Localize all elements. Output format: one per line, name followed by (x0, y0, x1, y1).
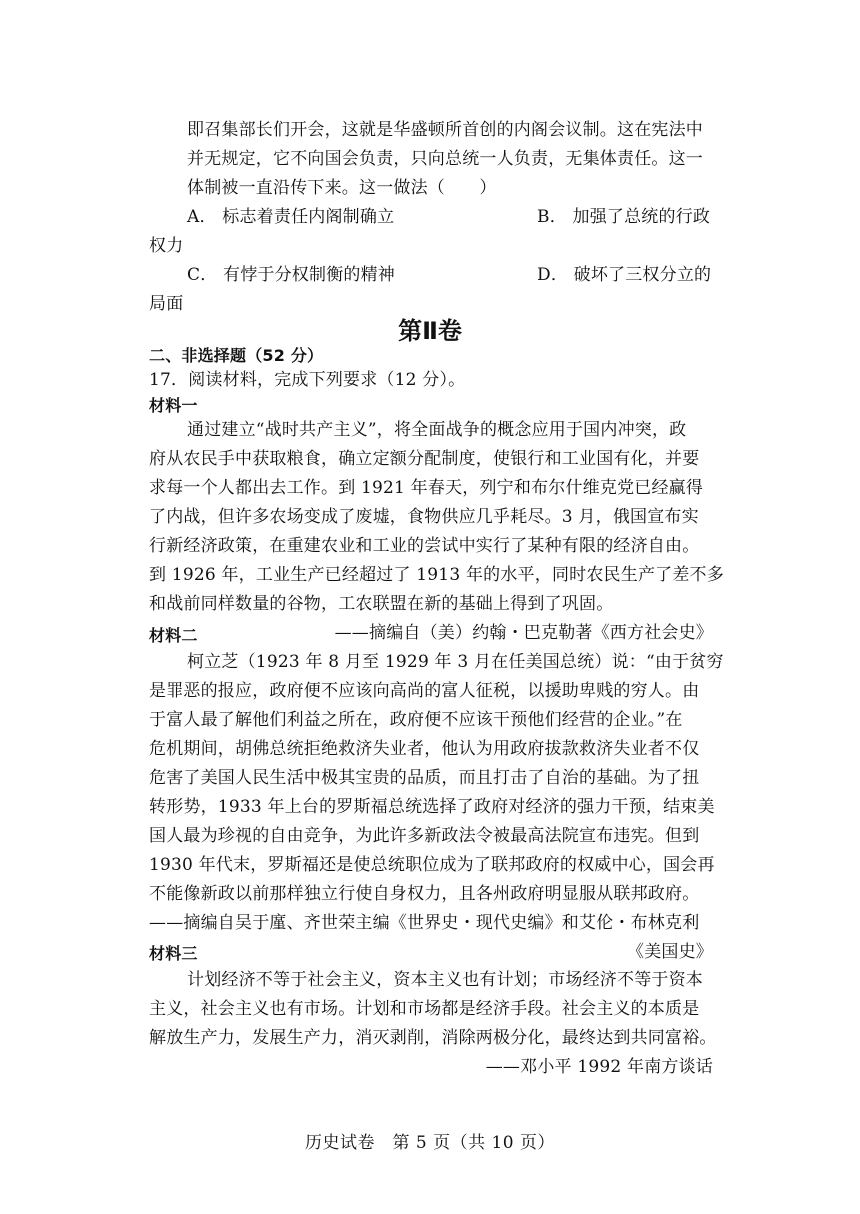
m1-line-3: 求每一个人都出去工作。到 1921 年春天，列宁和布尔什维克党已经赢得 (149, 478, 704, 498)
m1-line-6: 到 1926 年，工业生产已经超过了 1913 年的水平，同时农民生产了差不多 (149, 565, 724, 585)
option-b[interactable]: B． 加强了总统的行政 (537, 207, 711, 227)
question-17-intro: 17．阅读材料，完成下列要求（12 分）。 (149, 370, 466, 390)
m2-line-5: 危害了美国人民生活中极其宝贵的品质，而且打击了自治的基础。为了扭 (149, 768, 700, 788)
m2-line-9: 不能像新政以前那样独立行使自身权力，且各州政府明显服从联邦政府。 (149, 884, 700, 904)
page-footer: 历史试卷 第 5 页（共 10 页） (304, 1133, 556, 1153)
material-1-body (149, 416, 724, 648)
material-2-source-1: ——摘编自吴于廑、齐世荣主编《世界史・现代史编》和艾伦・布林克利 (149, 913, 700, 933)
option-d[interactable]: D． 破坏了三权分立的 (537, 265, 712, 285)
section-subtitle: 二、非选择题（52 分） (149, 346, 324, 365)
option-d-continuation: 局面 (149, 294, 184, 314)
material-2-body (149, 648, 724, 967)
material-2-heading (149, 624, 713, 648)
m1-line-5: 行新经济政策，在重建农业和工业的尝试中实行了某种有限的经济自由。 (149, 536, 700, 556)
option-row-cd (149, 261, 713, 290)
option-row-ab (149, 203, 713, 232)
m2-line-6: 转形势，1933 年上台的罗斯福总统选择了政府对经济的强力干预，结束美 (149, 797, 715, 817)
section-header (149, 343, 713, 418)
q16-line-3: 体制被一直沿传下来。这一做法（ ） (187, 178, 497, 198)
m2-line-8: 1930 年代末，罗斯福还是使总统职位成为了联邦政府的权威中心，国会再 (149, 855, 715, 875)
m1-line-7: 和战前同样数量的谷物，工农联盟在新的基础上得到了巩固。 (149, 594, 614, 614)
material-3-label: 材料三 (149, 944, 198, 963)
m2-line-3: 于富人最了解他们利益之所在，政府便不应该干预他们经营的企业。”在 (149, 710, 683, 730)
section-title: 第Ⅱ卷 (398, 317, 462, 345)
m3-line-3: 解放生产力，发展生产力，消灭剥削，消除两极分化，最终达到共同富裕。 (149, 1028, 717, 1048)
material-1-source: ——摘编自（美）约翰・巴克勒著《西方社会史》 (334, 623, 713, 643)
option-c[interactable]: C． 有悖于分权制衡的精神 (187, 265, 396, 285)
m2-line-1: 柯立芝（1923 年 8 月至 1929 年 3 月在任美国总统）说：“由于贫穷 (187, 652, 724, 672)
m2-line-4: 危机期间，胡佛总统拒绝救济失业者，他认为用政府拔款救济失业者不仅 (149, 739, 700, 759)
m1-line-1: 通过建立“战时共产主义”，将全面战争的概念应用于国内冲突，政 (187, 420, 687, 440)
m3-line-1: 计划经济不等于社会主义，资本主义也有计划；市场经济不等于资本 (187, 970, 703, 990)
option-a[interactable]: A． 标志着责任内阁制确立 (187, 207, 395, 227)
m1-line-4: 了内战，但许多农场变成了废墟，食物供应几乎耗尽。3 月，俄国宣布实 (149, 507, 699, 527)
material-3-heading (149, 942, 713, 966)
material-2-label: 材料二 (149, 626, 198, 645)
m3-line-2: 主义，社会主义也有市场。计划和市场都是经济手段。社会主义的本质是 (149, 999, 700, 1019)
material-2-source-2: 《美国史》 (627, 942, 713, 962)
question-16-stem (149, 116, 713, 203)
material-3-source: ——邓小平 1992 年南方谈话 (485, 1057, 713, 1077)
q16-line-2: 并无规定，它不向国会负责，只向总统一人负责，无集体责任。这一 (187, 149, 703, 169)
option-b-continuation: 权力 (149, 236, 184, 256)
q16-line-1: 即召集部长们开会，这就是华盛顿所首创的内阁会议制。这在宪法中 (187, 120, 703, 140)
m2-line-7: 国人最为珍视的自由竞争，为此许多新政法令被最高法院宣布违宪。但到 (149, 826, 700, 846)
m1-line-2: 府从农民手中获取粮食，确立定额分配制度，使银行和工业国有化，并要 (149, 449, 700, 469)
material-1-label: 材料一 (149, 396, 198, 415)
question-16-options (149, 203, 713, 319)
material-3-body (149, 966, 717, 1082)
m2-line-2: 是罪恶的报应，政府便不应该向高尚的富人征税，以援助卑贱的穷人。由 (149, 681, 700, 701)
